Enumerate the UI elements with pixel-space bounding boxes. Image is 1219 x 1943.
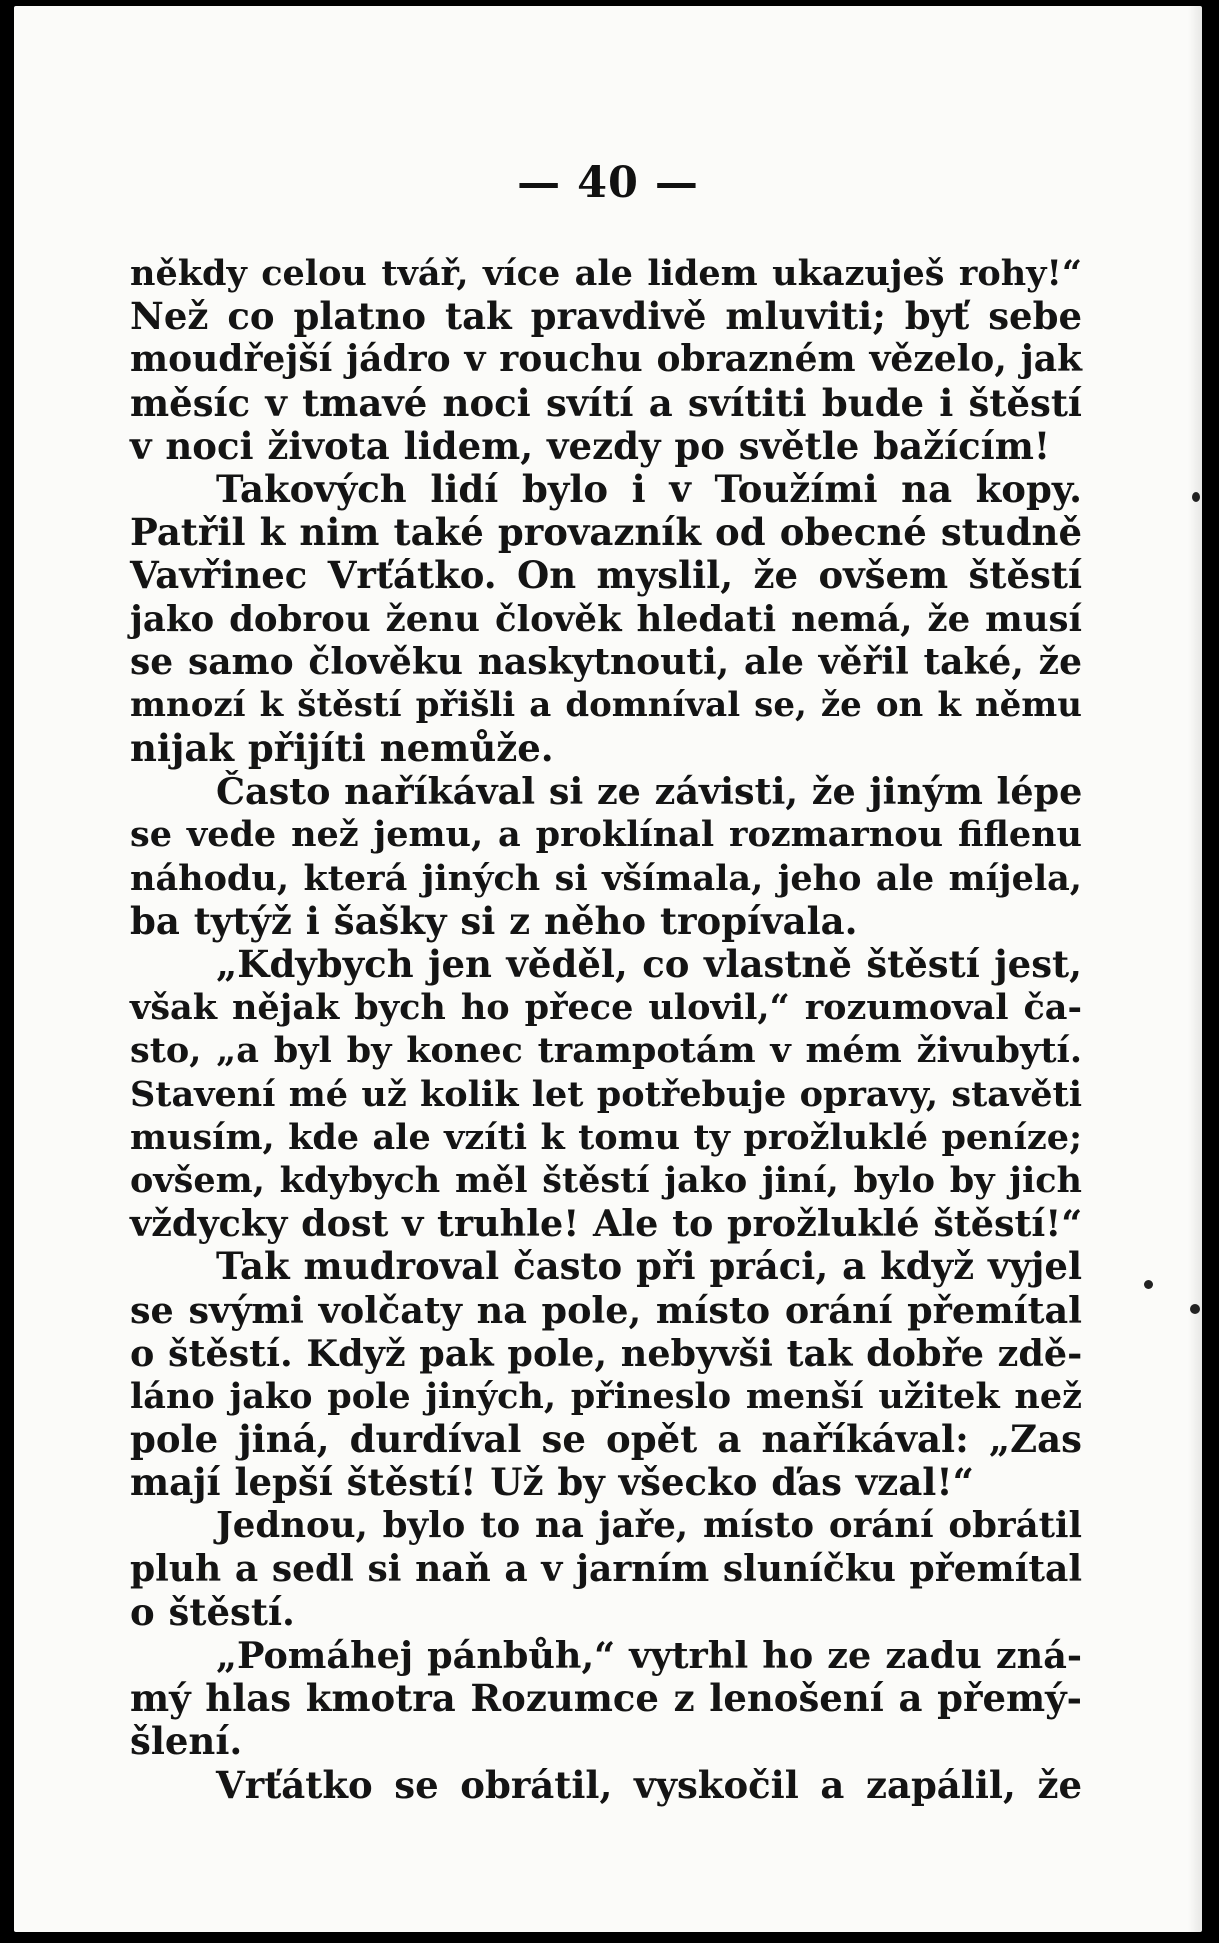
page-edge-shadow bbox=[1188, 6, 1202, 1932]
ink-speck bbox=[1192, 492, 1200, 502]
ink-speck bbox=[1190, 1304, 1200, 1314]
text-line: ovšem, kdybych měl štěstí jako jiní, bylo by jich bbox=[130, 1159, 1082, 1201]
text-line: mají lepší štěstí! Už by všecko ďas vzal!“ bbox=[130, 1460, 974, 1505]
text-line: o štěstí. Když pak pole, nebyvši tak dobře zdě- bbox=[130, 1331, 1083, 1375]
text-line: nijak přijíti nemůže. bbox=[130, 726, 554, 771]
text-line: Vavřinec Vrťátko. On myslil, že ovšem štěstí bbox=[130, 553, 1082, 598]
text-line: měsíc v tmavé noci svítí a svítiti bude i štěstí bbox=[130, 380, 1082, 425]
text-line: Vrťátko se obrátil, vyskočil a zapálil, že bbox=[216, 1762, 1082, 1807]
text-line: někdy celou tvář, více ale lidem ukazuješ rohy!“ bbox=[130, 253, 1082, 294]
text-line: Často naříkával si ze závisti, že jiným lépe bbox=[216, 770, 1083, 814]
ink-speck bbox=[1144, 1280, 1153, 1289]
text-line: Takových lidí bylo i v Toužími na kopy. bbox=[216, 466, 1082, 511]
text-line: pole jiná, durdíval se opět a naříkával: „Zas bbox=[130, 1417, 1082, 1462]
text-line: ba tytýž i šašky si z něho tropívala. bbox=[130, 898, 858, 943]
text-line: mnozí k štěstí přišli a domníval se, že on k němu bbox=[130, 684, 1082, 725]
text-line: však nějak bych ho přece ulovil,“ rozumoval ča- bbox=[130, 987, 1082, 1029]
text-line: Jednou, bylo to na jaře, místo orání obrátil bbox=[216, 1505, 1082, 1547]
text-line: musím, kde ale vzíti k tomu ty prožluklé peníze; bbox=[130, 1116, 1082, 1158]
text-line: láno jako pole jiných, přineslo menší užitek než bbox=[130, 1375, 1082, 1417]
text-line: mý hlas kmotra Rozumce z lenošení a přemý- bbox=[130, 1676, 1082, 1721]
text-line: vždycky dost v truhle! Ale to prožluklé štěstí!“ bbox=[130, 1202, 1083, 1246]
text-line: Stavení mé už kolik let potřebuje opravy, stavěti bbox=[130, 1073, 1082, 1115]
text-line: „Kdybych jen věděl, co vlastně štěstí jest, bbox=[216, 942, 1082, 986]
text-line: o štěstí. bbox=[130, 1589, 295, 1634]
text-line: Než co platno tak pravdivě mluviti; byť sebe bbox=[130, 294, 1082, 339]
book-page bbox=[14, 6, 1202, 1932]
page-number: — 40 — bbox=[517, 158, 699, 208]
text-line: Patřil k nim také provazník od obecné studně bbox=[130, 510, 1082, 555]
text-line: šlení. bbox=[130, 1719, 243, 1764]
text-line: náhodu, která jiných si všímala, jeho ale míjela, bbox=[130, 857, 1082, 899]
text-line: pluh a sedl si naň a v jarním sluníčku přemítal bbox=[130, 1547, 1082, 1590]
text-line: jako dobrou ženu člověk hledati nemá, že musí bbox=[130, 598, 1082, 640]
text-line: se svými volčaty na pole, místo orání přemítal bbox=[130, 1288, 1082, 1332]
text-line: moudřejší jádro v rouchu obrazném vězelo, jak bbox=[130, 338, 1082, 381]
text-line: v noci života lidem, vezdy po světle bažícím! bbox=[130, 423, 1051, 468]
text-line: „Pomáhej pánbůh,“ vytrhl ho ze zadu zná- bbox=[216, 1634, 1082, 1677]
body-text bbox=[130, 252, 1082, 1807]
text-line: Tak mudroval často při práci, a když vyjel bbox=[216, 1244, 1082, 1289]
text-line: se samo člověku naskytnouti, ale věřil také, že bbox=[130, 640, 1082, 683]
text-line: sto, „a byl by konec trampotám v mém živubytí. bbox=[130, 1030, 1082, 1072]
text-line: se vede než jemu, a proklínal rozmarnou fiflenu bbox=[130, 814, 1082, 856]
